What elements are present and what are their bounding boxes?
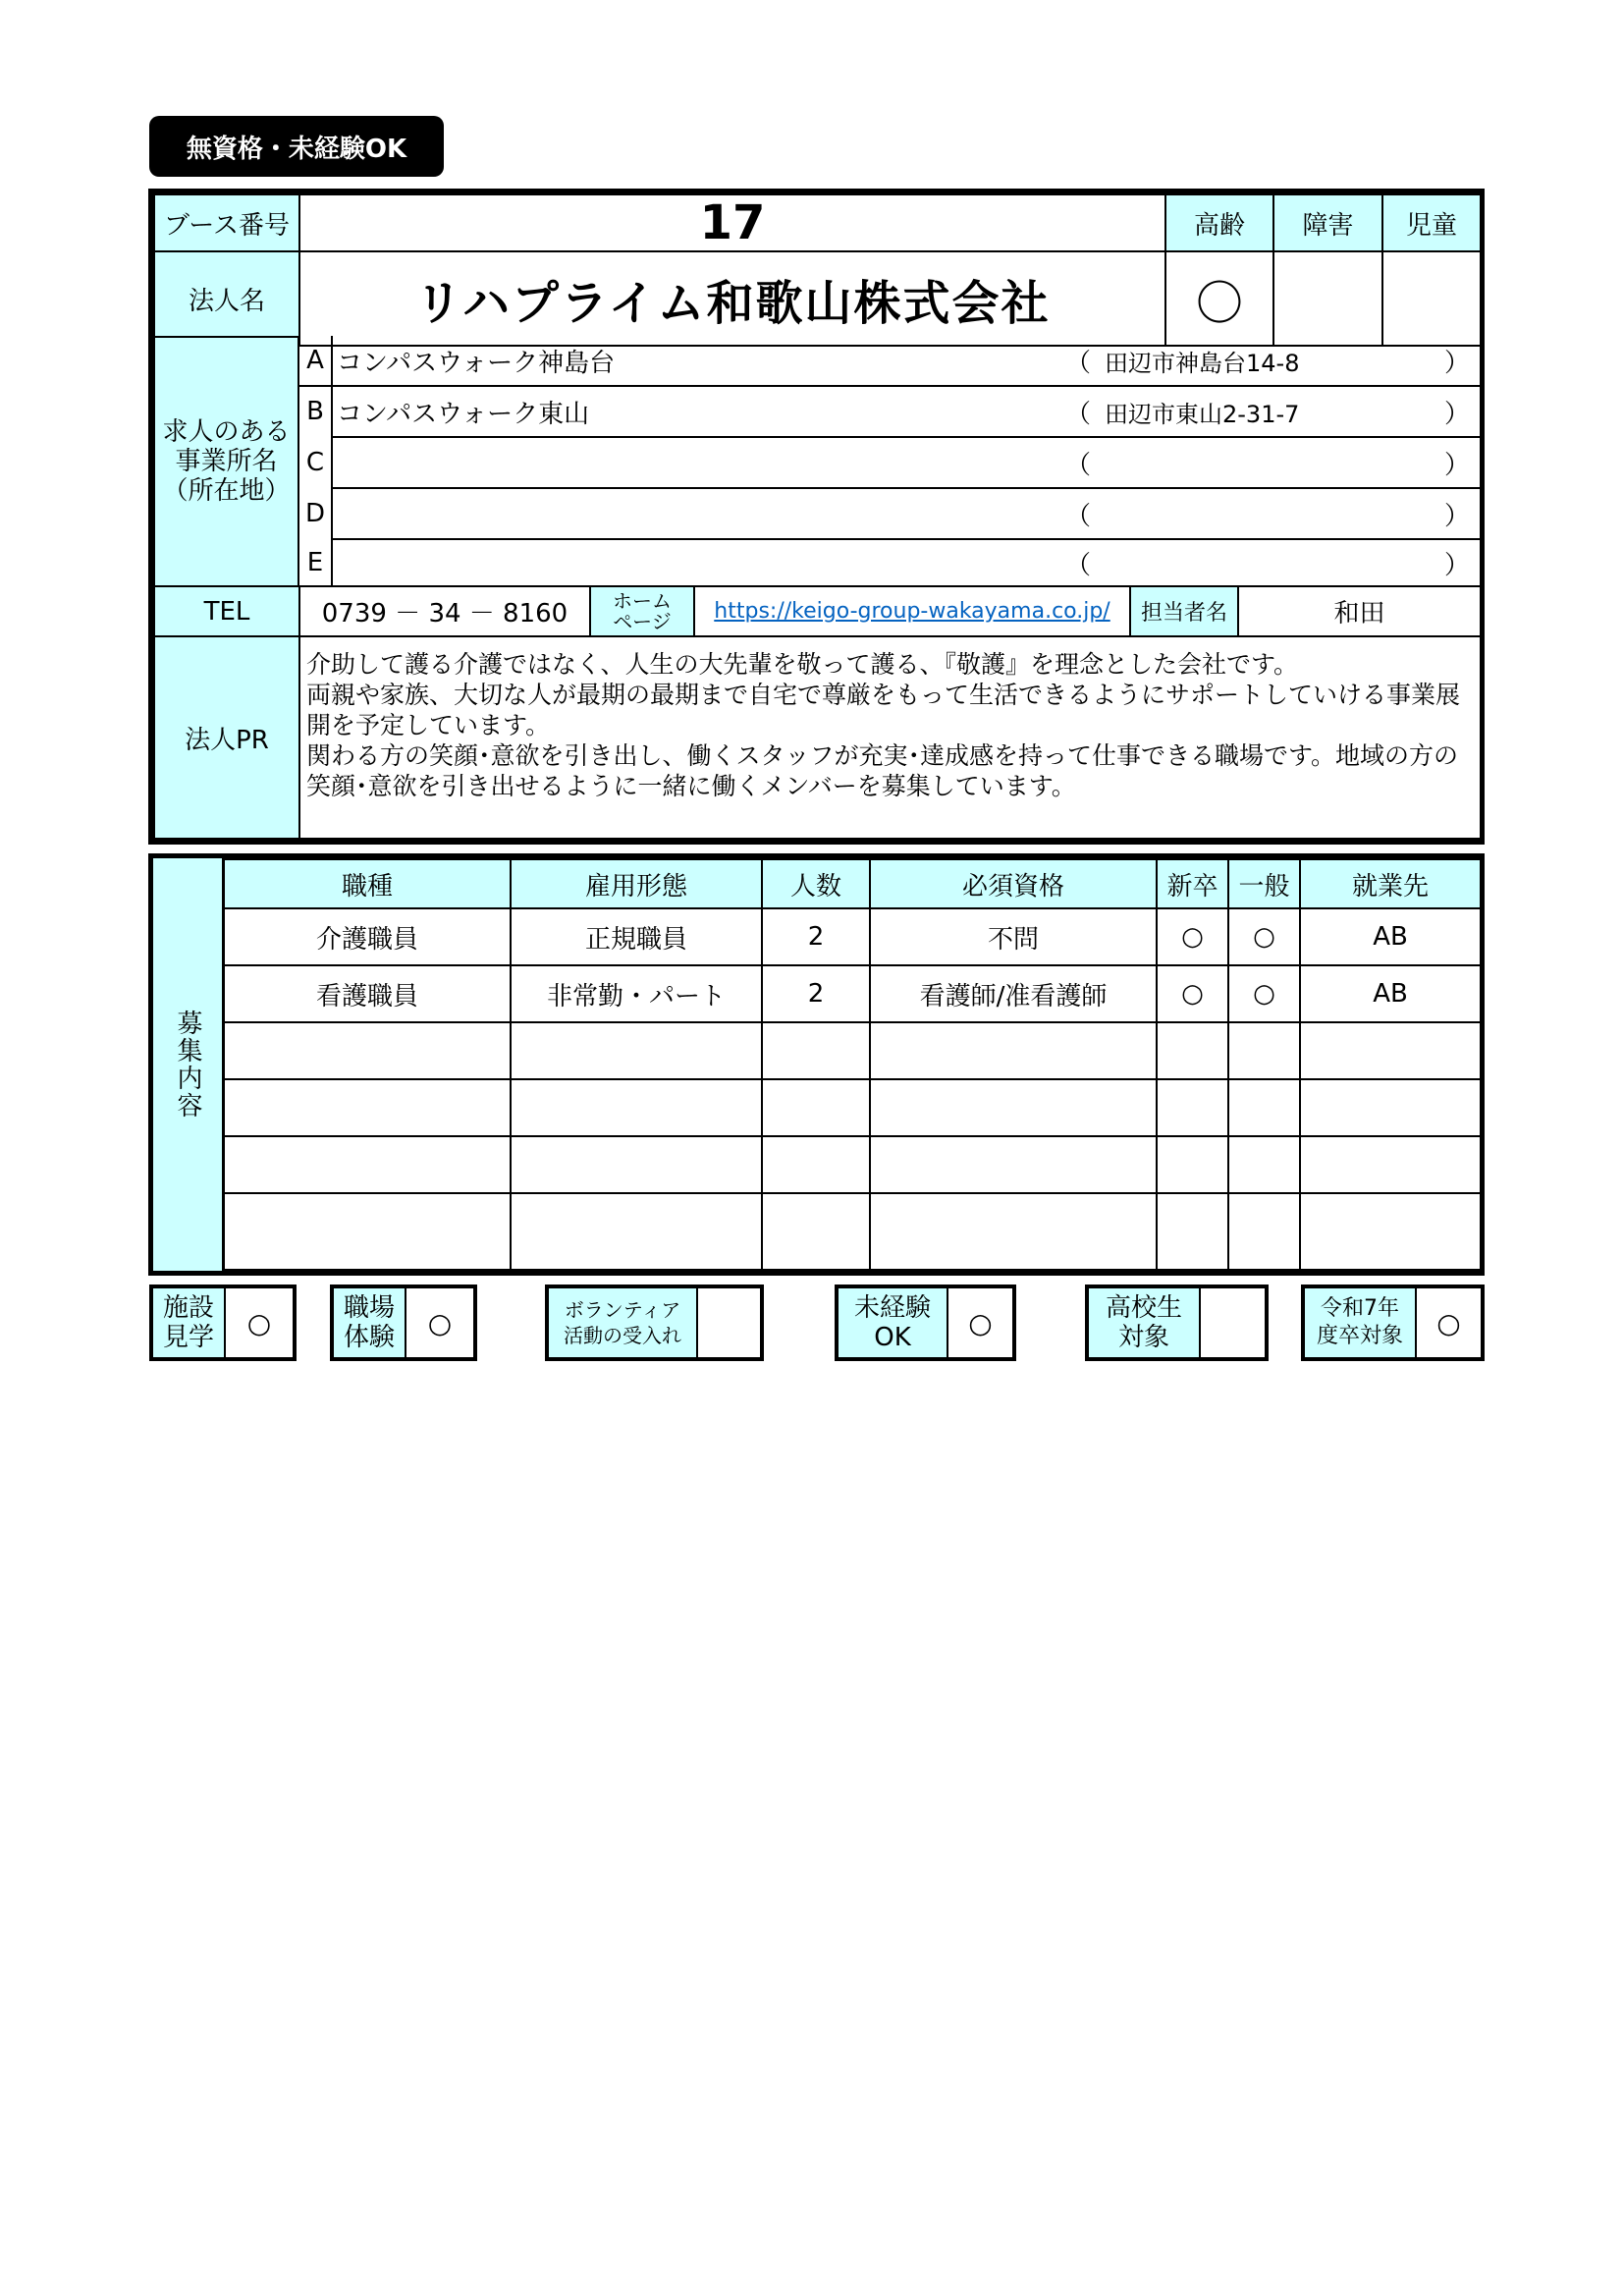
cell-new-grad (1157, 1022, 1228, 1079)
cell-qualification (870, 1193, 1157, 1270)
cell-count (762, 1136, 870, 1193)
cell-employment (511, 1193, 762, 1270)
company-info-panel (148, 189, 1485, 845)
option-value: ○ (427, 1306, 453, 1339)
col-header: 人数 (762, 859, 870, 908)
office-location (1105, 489, 1458, 538)
company-label: 法人名 (154, 251, 299, 346)
homepage-label: ホーム ページ (590, 586, 694, 636)
cell-general (1228, 1022, 1300, 1079)
option-no-experience (835, 1285, 1016, 1361)
company-name: リハプライム和歌山株式会社 (299, 251, 1165, 346)
office-name: コンパスウォーク神島台 (337, 348, 616, 378)
cell-job (224, 1022, 511, 1079)
office-location: 田辺市東山2-31-7 (1105, 400, 1300, 428)
recruitment-panel (148, 853, 1485, 1276)
cell-qualification (870, 1136, 1157, 1193)
table-row (224, 1136, 1481, 1193)
option-value: ○ (246, 1306, 272, 1339)
cell-general (1228, 1193, 1300, 1270)
cell-new-grad (1157, 1136, 1228, 1193)
cell-count: 2 (762, 908, 870, 965)
office-row (305, 438, 1480, 489)
office-name (333, 489, 902, 538)
flag-value-children (1382, 251, 1481, 346)
cell-count: 2 (762, 965, 870, 1022)
table-row (224, 1193, 1481, 1270)
cell-count (762, 1022, 870, 1079)
cell-job (224, 1136, 511, 1193)
paren-close: ） (1444, 399, 1471, 429)
cell-job (224, 1079, 511, 1136)
office-letter: D (304, 499, 326, 528)
pr-text: 介助して護る介護ではなく、人生の大先輩を敬って護る、『敬護』を理念とした会社です。 両親や家族、大切な人が最期の最期まで自宅で尊厳をもって生活できるようにサポートしていける事業展開を予定しています。 関わる方の笑顔･意欲を引き出し、働くスタッフが充実･達成感を持って仕事できる職場です。地域の方の笑顔･意欲を引き出せるように一緒に働くメンバーを募集しています。 (299, 636, 1481, 839)
office-row (306, 540, 1480, 587)
table-row (224, 965, 1481, 1022)
pr-label: 法人PR (154, 636, 299, 839)
cell-new-grad (1157, 1193, 1228, 1270)
cell-general (1228, 1079, 1300, 1136)
office-row (306, 387, 1480, 438)
cell-qualification (870, 1079, 1157, 1136)
col-header: 必須資格 (870, 859, 1157, 908)
booth-label: ブース番号 (154, 194, 299, 251)
cell-qualification: 看護師/准看護師 (870, 965, 1157, 1022)
office-letter: B (306, 397, 324, 426)
cell-job: 介護職員 (224, 908, 511, 965)
paren-open: （ (1065, 399, 1092, 429)
paren-close: ） (1444, 550, 1471, 580)
cell-employment (511, 1136, 762, 1193)
cell-workplace (1300, 1136, 1481, 1193)
col-header: 就業先 (1300, 859, 1481, 908)
flag-label-disability: 障害 (1273, 194, 1382, 251)
paren-close: ） (1444, 348, 1471, 378)
paren-open: （ (1065, 501, 1092, 531)
table-row (224, 1079, 1481, 1136)
option-label: ボランティア 活動の受入れ (549, 1288, 698, 1357)
table-row (224, 908, 1481, 965)
paren-open: （ (1065, 348, 1092, 378)
office-name (333, 438, 902, 487)
cell-workplace (1300, 1022, 1481, 1079)
option-label: 施設 見学 (153, 1288, 226, 1357)
paren-close: ） (1444, 501, 1471, 531)
person-value: 和田 (1238, 586, 1481, 636)
cell-new-grad: ○ (1157, 908, 1228, 965)
option-label: 令和7年 度卒対象 (1305, 1288, 1417, 1357)
cell-job: 看護職員 (224, 965, 511, 1022)
cell-workplace: AB (1300, 908, 1481, 965)
qualification-badge: 無資格・未経験OK (149, 116, 444, 177)
flag-label-children: 児童 (1382, 194, 1481, 251)
flag-value-elderly: 〇 (1165, 251, 1273, 346)
cell-general (1228, 1136, 1300, 1193)
person-label: 担当者名 (1130, 586, 1238, 636)
tel-label: TEL (154, 586, 299, 636)
cell-employment: 正規職員 (511, 908, 762, 965)
col-header: 職種 (224, 859, 511, 908)
paren-open: （ (1065, 450, 1092, 480)
cell-qualification (870, 1022, 1157, 1079)
col-header: 一般 (1228, 859, 1300, 908)
recruit-side-label: 募集内容 (153, 858, 224, 1271)
booth-number: 17 (299, 194, 1165, 251)
option-high-school (1085, 1285, 1269, 1361)
col-header: 雇用形態 (511, 859, 762, 908)
cell-qualification: 不問 (870, 908, 1157, 965)
cell-general: ○ (1228, 965, 1300, 1022)
cell-employment: 非常勤・パート (511, 965, 762, 1022)
cell-workplace (1300, 1079, 1481, 1136)
recruit-header-row (224, 859, 1481, 908)
cell-workplace: AB (1300, 965, 1481, 1022)
option-facility-tour (149, 1285, 297, 1361)
flag-value-disability (1273, 251, 1382, 346)
office-letter: C (305, 448, 325, 477)
office-letter: A (306, 346, 324, 375)
tel-value: 0739 － 34 － 8160 (299, 586, 590, 636)
offices-label: 求人のある 事業所名 （所在地） (153, 336, 299, 587)
office-name: コンパスウォーク東山 (337, 399, 590, 429)
homepage-link[interactable]: https://keigo-group-wakayama.co.jp/ (694, 586, 1130, 636)
option-label: 高校生 対象 (1089, 1288, 1201, 1357)
office-list (298, 336, 1480, 587)
option-label: 未経験 OK (839, 1288, 948, 1357)
cell-count (762, 1193, 870, 1270)
office-row (298, 336, 1480, 387)
office-letter: E (306, 548, 324, 577)
office-name (333, 540, 902, 585)
cell-count (762, 1079, 870, 1136)
option-value: ○ (968, 1306, 993, 1339)
option-graduate-2025 (1301, 1285, 1485, 1361)
office-row (304, 489, 1480, 540)
option-label: 職場 体験 (334, 1288, 406, 1357)
flag-label-elderly: 高齢 (1165, 194, 1273, 251)
cell-job (224, 1193, 511, 1270)
cell-new-grad (1157, 1079, 1228, 1136)
cell-new-grad: ○ (1157, 965, 1228, 1022)
table-row (224, 1022, 1481, 1079)
office-location (1105, 438, 1458, 487)
option-value: ○ (1436, 1306, 1461, 1339)
paren-open: （ (1065, 550, 1092, 580)
office-location (1105, 540, 1458, 585)
cell-general: ○ (1228, 908, 1300, 965)
cell-workplace (1300, 1193, 1481, 1270)
cell-employment (511, 1022, 762, 1079)
option-value (1201, 1288, 1265, 1357)
office-location: 田辺市神島台14-8 (1105, 349, 1300, 377)
option-volunteer (545, 1285, 764, 1361)
paren-close: ） (1444, 450, 1471, 480)
col-header: 新卒 (1157, 859, 1228, 908)
recruit-table (223, 858, 1482, 1271)
option-value (698, 1288, 760, 1357)
option-work-experience (330, 1285, 477, 1361)
cell-employment (511, 1079, 762, 1136)
